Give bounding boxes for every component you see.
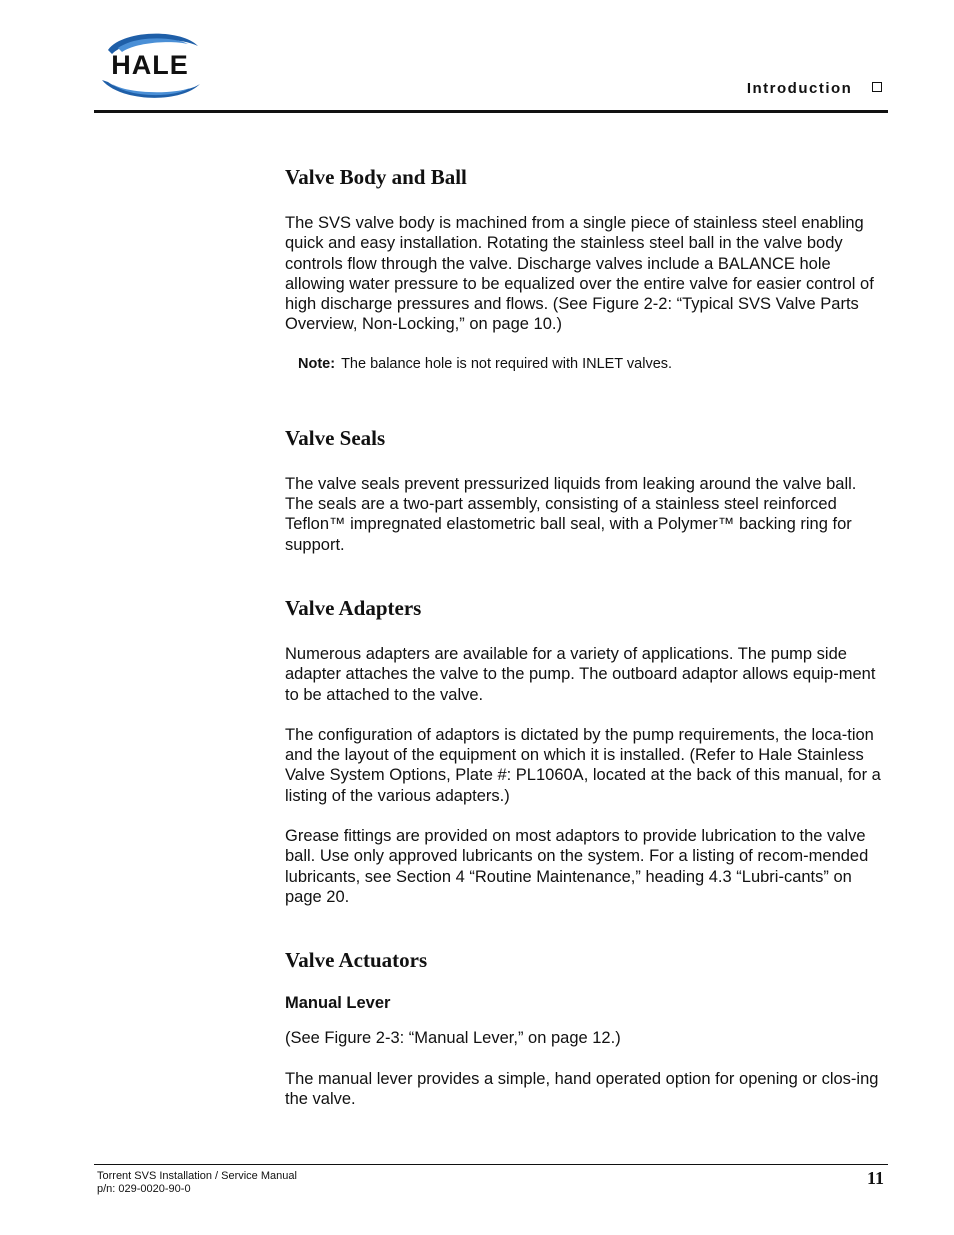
heading-valve-adapters: Valve Adapters (285, 595, 422, 620)
note-label: Note: (298, 355, 336, 372)
section-title: Introduction (746, 80, 853, 97)
square-bullet-icon (872, 82, 882, 92)
paragraph-adapters-1: Numerous adapters are available for a variety of applications. The pump side adapter attaches the valve to the pump. The outboard adaptor allows equip-ment to be attached to the valve. (285, 644, 876, 704)
heading-valve-seals: Valve Seals (285, 425, 386, 450)
header-rule (94, 110, 888, 113)
paragraph-actuators-2: The manual lever provides a simple, hand operated option for opening or clos-ing the valve. (285, 1069, 879, 1108)
paragraph-valve-seals: The valve seals prevent pressurized liquids from leaking around the valve ball. The seals are a two-part assembly, consisting of a stainless steel reinforced Teflon™ impregnated elastometric ball seal, with a Polymer™ backing ring for support. (285, 474, 857, 554)
heading-valve-actuators: Valve Actuators (285, 948, 428, 973)
heading-valve-body: Valve Body and Ball (285, 165, 467, 189)
main-content (285, 164, 885, 1109)
page-number: 11 (866, 1168, 884, 1188)
paragraph-actuators-1: (See Figure 2-3: “Manual Lever,” on page 12.) (285, 1029, 621, 1048)
hale-logo-icon (94, 26, 206, 102)
footer-rule (94, 1164, 888, 1165)
paragraph-valve-body: The SVS valve body is machined from a single piece of stainless steel enabling quick and easy installation. Rotating the stainless steel ball in the valve body controls flow through the valve. Discharge valves include a BALANCE hole allowing water pressure to be equalized over the entire valve for easier control of high discharge pressures and flows. (See Figure 2-2: “Typical SVS Valve Parts Overview, Non-Locking,” on page 10.) (285, 214, 874, 334)
note (298, 355, 885, 373)
manual-title: Torrent SVS Installation / Service Manual (97, 1170, 297, 1182)
hale-logo (94, 26, 206, 102)
svg-text:HALE: HALE (111, 50, 189, 80)
header-section-label (747, 80, 882, 97)
footer-info (97, 1170, 297, 1196)
subheading-manual-lever: Manual Lever (285, 994, 391, 1013)
note-text: The balance hole is not required with INLET valves. (341, 355, 673, 372)
paragraph-adapters-2: The configuration of adaptors is dictated by the pump requirements, the loca-tion and the layout of the equipment on which it is installed. (Refer to Hale Stainless Valve System Options, Plate #: PL1060A, located at the back of this manual, for a listing of the various adapters.) (285, 725, 881, 805)
part-number: p/n: 029-0020-90-0 (97, 1183, 191, 1195)
paragraph-adapters-3: Grease fittings are provided on most adaptors to provide lubrication to the valve ball. Use only approved lubricants on the system. For a listing of recom-mended lubricants, see Section 4 “Routine Maintenance,” heading 4.3 “Lubri-cants” on page 20. (285, 827, 869, 906)
